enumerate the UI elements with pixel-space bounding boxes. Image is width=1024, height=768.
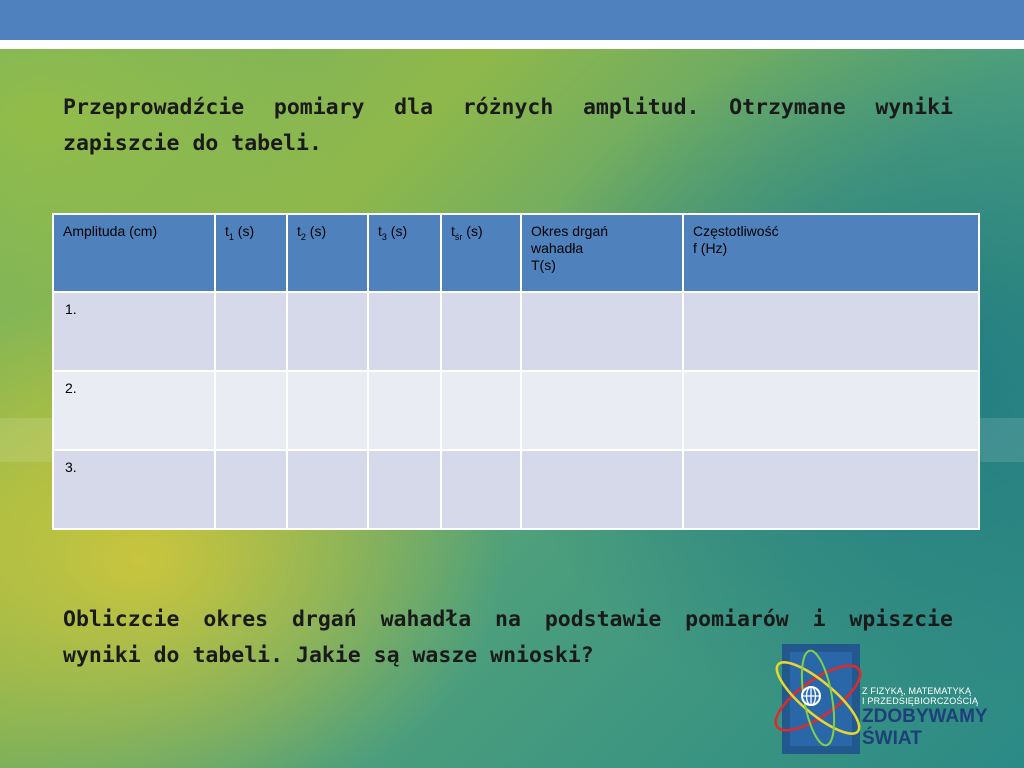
top-divider [0,40,1024,49]
results-table [52,213,980,530]
cell-tsr[interactable] [441,450,521,529]
header-period: Okres drgań wahadła T(s) [521,214,683,292]
cell-t1[interactable] [215,450,287,529]
task-text: Obliczcie okres drgań wahadła na podstawie pomiarów i wpiszcie wyniki do tabeli. Jakie są wasze wnioski? [63,607,953,668]
header-t1: $t_1$ (s) [215,214,287,292]
logo-line-1: Z FIZYKĄ, MATEMATYKĄ [862,686,972,696]
table-row [53,450,979,529]
cell-tsr[interactable] [441,292,521,371]
header-t3: $t_3$ (s) [368,214,441,292]
row-number: 1. [53,292,215,371]
cell-t2[interactable] [287,292,368,371]
cell-frequency[interactable] [683,371,979,450]
intro-text: Przeprowadźcie pomiary dla różnych amplitud. Otrzymane wyniki zapiszcie do tabeli. [63,95,953,156]
logo-text [862,686,1024,750]
table-row [53,292,979,371]
cell-t1[interactable] [215,292,287,371]
cell-period[interactable] [521,450,683,529]
table-header-row [53,214,979,292]
row-number: 3. [53,450,215,529]
top-bar [0,0,1024,40]
row-number: 2. [53,371,215,450]
cell-t3[interactable] [368,292,441,371]
cell-frequency[interactable] [683,292,979,371]
header-amplitude: Amplituda (cm) [53,214,215,292]
header-tsr: $t_{śr}$ (s) [441,214,521,292]
header-frequency: Częstotliwość f (Hz) [683,214,979,292]
cell-period[interactable] [521,371,683,450]
logo-line-2: I PRZEDSIĘBIORCZOŚCIĄ [862,696,979,706]
cell-tsr[interactable] [441,371,521,450]
cell-frequency[interactable] [683,450,979,529]
cell-t3[interactable] [368,371,441,450]
logo-line-3: ZDOBYWAMY [862,706,988,727]
cell-t3[interactable] [368,450,441,529]
logo-line-4: ŚWIAT [862,728,922,749]
table-row [53,371,979,450]
cell-t2[interactable] [287,371,368,450]
header-t2: $t_2$ (s) [287,214,368,292]
cell-period[interactable] [521,292,683,371]
cell-t1[interactable] [215,371,287,450]
cell-t2[interactable] [287,450,368,529]
